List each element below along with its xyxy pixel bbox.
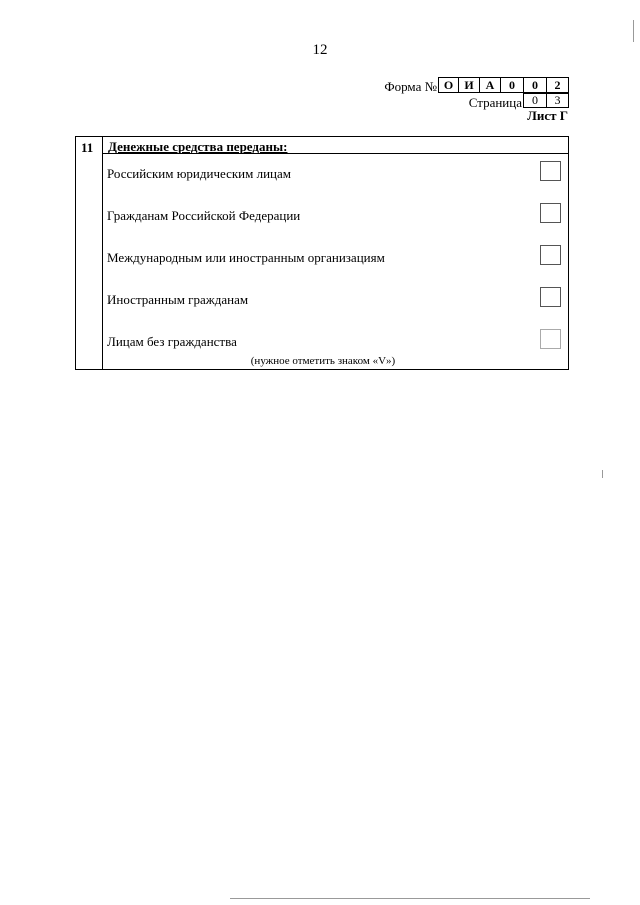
form-code-cell-1: О xyxy=(438,77,459,93)
page-cell-1: 0 xyxy=(523,93,547,108)
checkbox-international-organizations[interactable] xyxy=(540,245,561,265)
checkbox-stateless-persons[interactable] xyxy=(540,329,561,349)
page-cell-2: 3 xyxy=(546,93,569,108)
section-number: 11 xyxy=(81,140,94,155)
checkbox-russian-citizens[interactable] xyxy=(540,203,561,223)
instruction-note: (нужное отметить знаком «V») xyxy=(250,355,396,367)
section-11-table xyxy=(75,136,569,370)
form-code-cell-2: И xyxy=(458,77,480,93)
checkbox-russian-legal-entities[interactable] xyxy=(540,161,561,181)
form-code-cell-3: А xyxy=(479,77,501,93)
form-code-cell-5: 0 xyxy=(523,77,547,93)
form-code-cell-4: 0 xyxy=(500,77,524,93)
option-label-foreign-citizens: Иностранным гражданам xyxy=(107,292,249,307)
sheet-label: Лист Г xyxy=(527,108,568,123)
option-label-russian-legal-entities: Российским юридическим лицам xyxy=(107,166,291,181)
section-title: Денежные средства переданы: xyxy=(108,139,288,154)
option-label-russian-citizens: Гражданам Российской Федерации xyxy=(107,208,301,223)
form-number-label: Форма № xyxy=(384,79,437,94)
page-number: 12 xyxy=(312,42,328,58)
scan-mark xyxy=(633,20,634,42)
checkbox-foreign-citizens[interactable] xyxy=(540,287,561,307)
scan-mark xyxy=(602,470,603,478)
page-label: Страница xyxy=(468,95,522,110)
option-label-international-organizations: Международным или иностранным организациям xyxy=(107,250,385,265)
header-divider xyxy=(103,153,569,154)
form-code-cell-6: 2 xyxy=(546,77,569,93)
option-label-stateless-persons: Лицам без гражданства xyxy=(107,334,237,349)
scan-mark xyxy=(230,898,590,899)
section-number-column xyxy=(76,137,103,369)
